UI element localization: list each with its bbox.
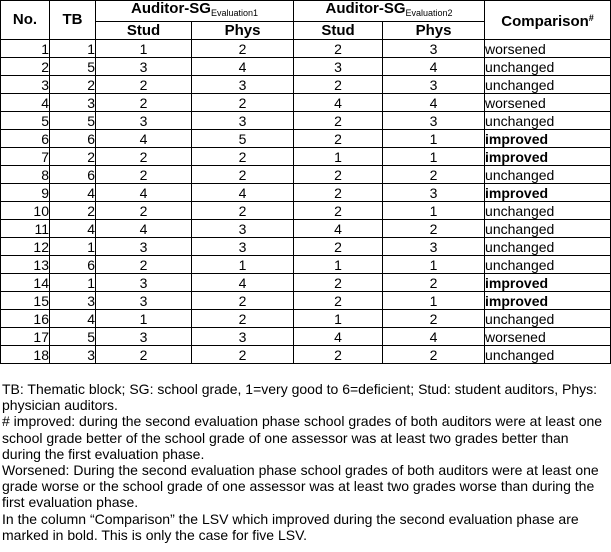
- cell-no: 6: [1, 130, 50, 148]
- cell-phys-eval2: 2: [383, 274, 485, 292]
- cell-comparison: improved: [485, 130, 611, 148]
- cell-tb: 3: [50, 346, 96, 364]
- cell-tb: 2: [50, 148, 96, 166]
- header-phys-2: Phys: [383, 22, 485, 40]
- cell-tb: 6: [50, 166, 96, 184]
- table-row: [1, 130, 611, 148]
- cell-comparison: improved: [485, 274, 611, 292]
- cell-tb: 4: [50, 184, 96, 202]
- cell-no: 8: [1, 166, 50, 184]
- cell-no: 13: [1, 256, 50, 274]
- table-row: [1, 40, 611, 58]
- cell-phys-eval1: 2: [192, 346, 294, 364]
- cell-no: 9: [1, 184, 50, 202]
- header-auditor-eval2: Auditor-$SG_{Evaluation2}$: [294, 1, 485, 22]
- cell-comparison: unchanged: [485, 346, 611, 364]
- cell-comparison: worsened: [485, 40, 611, 58]
- cell-tb: 5: [50, 112, 96, 130]
- cell-phys-eval2: 4: [383, 328, 485, 346]
- cell-comparison: unchanged: [485, 220, 611, 238]
- cell-no: 4: [1, 94, 50, 112]
- table-row: [1, 328, 611, 346]
- table-row: [1, 112, 611, 130]
- cell-phys-eval1: 1: [192, 256, 294, 274]
- footnote-abbreviations: TB: Thematic block; SG: school grade, 1=very good to 6=deficient; Stud: student auditors, Phys: physician auditors.: [2, 381, 598, 414]
- cell-phys-eval2: 2: [383, 346, 485, 364]
- cell-tb: 5: [50, 328, 96, 346]
- cell-stud-eval1: 3: [96, 112, 192, 130]
- cell-phys-eval2: 1: [383, 292, 485, 310]
- cell-comparison: unchanged: [485, 58, 611, 76]
- cell-stud-eval2: 2: [294, 292, 383, 310]
- table-row: [1, 148, 611, 166]
- cell-stud-eval1: 2: [96, 256, 192, 274]
- table-row: [1, 238, 611, 256]
- footnote-comparison-bold: In the column “Comparison” the LSV which improved during the second evaluation phase are marked in bold. This is only the case for five LSV.: [2, 510, 579, 543]
- cell-stud-eval2: 4: [294, 328, 383, 346]
- cell-comparison: unchanged: [485, 76, 611, 94]
- cell-no: 10: [1, 202, 50, 220]
- cell-stud-eval2: 2: [294, 166, 383, 184]
- cell-phys-eval1: 3: [192, 238, 294, 256]
- table-footnotes: [2, 381, 610, 543]
- table-row: [1, 166, 611, 184]
- cell-phys-eval2: 2: [383, 166, 485, 184]
- cell-stud-eval2: 2: [294, 76, 383, 94]
- cell-tb: 4: [50, 310, 96, 328]
- cell-phys-eval2: 3: [383, 112, 485, 130]
- cell-stud-eval1: 1: [96, 40, 192, 58]
- table-row: [1, 184, 611, 202]
- cell-phys-eval2: 2: [383, 220, 485, 238]
- cell-comparison: unchanged: [485, 310, 611, 328]
- table-row: [1, 256, 611, 274]
- header-stud-2: Stud: [294, 22, 383, 40]
- cell-stud-eval2: 2: [294, 238, 383, 256]
- cell-stud-eval1: 1: [96, 310, 192, 328]
- cell-no: 2: [1, 58, 50, 76]
- cell-phys-eval1: 4: [192, 184, 294, 202]
- cell-comparison: unchanged: [485, 202, 611, 220]
- table-row: [1, 274, 611, 292]
- cell-stud-eval1: 4: [96, 184, 192, 202]
- cell-phys-eval2: 3: [383, 184, 485, 202]
- cell-phys-eval1: 2: [192, 94, 294, 112]
- cell-tb: 6: [50, 130, 96, 148]
- cell-phys-eval2: 1: [383, 256, 485, 274]
- header-tb: TB: [50, 1, 96, 40]
- cell-phys-eval1: 3: [192, 76, 294, 94]
- cell-stud-eval1: 2: [96, 94, 192, 112]
- cell-comparison: unchanged: [485, 238, 611, 256]
- cell-tb: 5: [50, 58, 96, 76]
- cell-phys-eval2: 3: [383, 40, 485, 58]
- cell-no: 14: [1, 274, 50, 292]
- cell-stud-eval1: 4: [96, 130, 192, 148]
- footnote-worsened: Worsened: During the second evaluation phase school grades of both auditors were at least one grade worse or the school grade of one assessor was at least two grades worse than during the first evaluation phase.: [2, 462, 599, 511]
- cell-comparison: unchanged: [485, 166, 611, 184]
- cell-comparison: worsened: [485, 328, 611, 346]
- cell-phys-eval1: 2: [192, 310, 294, 328]
- cell-phys-eval1: 2: [192, 202, 294, 220]
- cell-stud-eval1: 3: [96, 292, 192, 310]
- cell-phys-eval1: 2: [192, 166, 294, 184]
- cell-phys-eval1: 4: [192, 274, 294, 292]
- cell-phys-eval2: 1: [383, 130, 485, 148]
- table-row: [1, 310, 611, 328]
- header-stud-1: Stud: [96, 22, 192, 40]
- footnote-improved: # improved: during the second evaluation phase school grades of both auditors were at least one school grade better of the school grade of one assessor was at least two grades better than during the first evaluation phase.: [2, 413, 603, 462]
- cell-tb: 3: [50, 292, 96, 310]
- cell-tb: 4: [50, 220, 96, 238]
- header-no: No.: [1, 1, 50, 40]
- cell-phys-eval1: 5: [192, 130, 294, 148]
- cell-phys-eval2: 1: [383, 202, 485, 220]
- cell-stud-eval1: 3: [96, 58, 192, 76]
- cell-stud-eval2: 2: [294, 184, 383, 202]
- cell-no: 1: [1, 40, 50, 58]
- header-phys-1: Phys: [192, 22, 294, 40]
- cell-stud-eval2: 1: [294, 310, 383, 328]
- cell-comparison: improved: [485, 148, 611, 166]
- header-row-top: [1, 1, 611, 22]
- table-row: [1, 346, 611, 364]
- cell-stud-eval2: 4: [294, 220, 383, 238]
- table-row: [1, 58, 611, 76]
- cell-tb: 2: [50, 202, 96, 220]
- cell-no: 18: [1, 346, 50, 364]
- cell-comparison: unchanged: [485, 256, 611, 274]
- cell-no: 15: [1, 292, 50, 310]
- cell-phys-eval1: 2: [192, 40, 294, 58]
- cell-comparison: unchanged: [485, 112, 611, 130]
- header-comparison: Comparison#: [485, 1, 611, 40]
- cell-stud-eval2: 2: [294, 202, 383, 220]
- cell-tb: 1: [50, 238, 96, 256]
- cell-no: 11: [1, 220, 50, 238]
- table-row: [1, 76, 611, 94]
- cell-stud-eval2: 2: [294, 130, 383, 148]
- cell-tb: 6: [50, 256, 96, 274]
- cell-stud-eval2: 3: [294, 58, 383, 76]
- cell-phys-eval2: 4: [383, 58, 485, 76]
- cell-stud-eval1: 2: [96, 166, 192, 184]
- table-body: [1, 40, 611, 364]
- cell-phys-eval2: 3: [383, 76, 485, 94]
- table-row: [1, 220, 611, 238]
- cell-phys-eval2: 3: [383, 238, 485, 256]
- cell-stud-eval1: 3: [96, 274, 192, 292]
- cell-stud-eval2: 4: [294, 94, 383, 112]
- cell-tb: 2: [50, 76, 96, 94]
- cell-no: 16: [1, 310, 50, 328]
- cell-stud-eval2: 2: [294, 40, 383, 58]
- cell-no: 7: [1, 148, 50, 166]
- cell-stud-eval1: 2: [96, 76, 192, 94]
- header-auditor-eval1: Auditor-$SG_{Evaluation1}$: [96, 1, 294, 22]
- cell-stud-eval1: 2: [96, 346, 192, 364]
- cell-no: 5: [1, 112, 50, 130]
- cell-phys-eval1: 4: [192, 58, 294, 76]
- cell-phys-eval1: 3: [192, 112, 294, 130]
- table-row: [1, 292, 611, 310]
- cell-stud-eval1: 2: [96, 202, 192, 220]
- cell-tb: 3: [50, 94, 96, 112]
- cell-stud-eval1: 3: [96, 328, 192, 346]
- cell-stud-eval2: 1: [294, 148, 383, 166]
- cell-phys-eval1: 2: [192, 148, 294, 166]
- table-row: [1, 202, 611, 220]
- cell-phys-eval1: 2: [192, 292, 294, 310]
- cell-no: 17: [1, 328, 50, 346]
- cell-phys-eval1: 3: [192, 220, 294, 238]
- cell-comparison: improved: [485, 184, 611, 202]
- cell-stud-eval2: 2: [294, 274, 383, 292]
- cell-stud-eval2: 2: [294, 112, 383, 130]
- cell-phys-eval2: 4: [383, 94, 485, 112]
- cell-phys-eval1: 3: [192, 328, 294, 346]
- cell-stud-eval1: 3: [96, 238, 192, 256]
- cell-comparison: worsened: [485, 94, 611, 112]
- cell-phys-eval2: 2: [383, 310, 485, 328]
- cell-comparison: improved: [485, 292, 611, 310]
- cell-stud-eval2: 2: [294, 346, 383, 364]
- table-row: [1, 94, 611, 112]
- cell-tb: 1: [50, 40, 96, 58]
- cell-stud-eval1: 4: [96, 220, 192, 238]
- cell-tb: 1: [50, 274, 96, 292]
- cell-no: 3: [1, 76, 50, 94]
- cell-no: 12: [1, 238, 50, 256]
- cell-phys-eval2: 1: [383, 148, 485, 166]
- cell-stud-eval1: 2: [96, 148, 192, 166]
- cell-stud-eval2: 1: [294, 256, 383, 274]
